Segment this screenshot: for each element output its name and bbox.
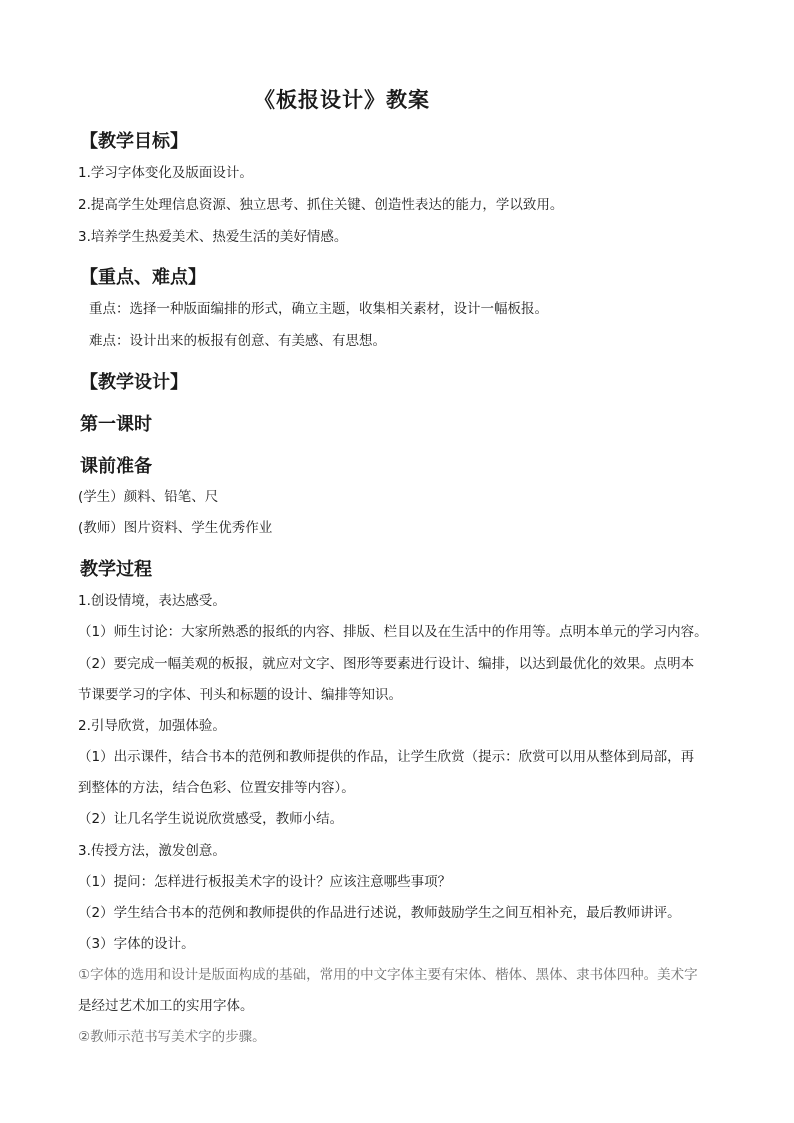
objective-item-2: 2.提高学生处理信息资源、独立思考、抓住关键、创造性表达的能力，学以致用。 (78, 197, 564, 213)
document-title: 《板报设计》教案 (254, 88, 430, 112)
process-heading: 教学过程 (80, 559, 152, 580)
section-heading-keypoints: 【重点、难点】 (80, 267, 206, 288)
step-1-item-2-line-1: （2）要完成一幅美观的板报，就应对文字、图形等要素进行设计、编排，以达到最优化的效果。点明本 (78, 656, 695, 672)
step-2-item-1-line-2: 到整体的方法，结合色彩、位置安排等内容）。 (78, 780, 355, 796)
objective-item-3: 3.培养学生热爱美术、热爱生活的美好情感。 (78, 229, 348, 245)
step-3-item-3: （3）字体的设计。 (78, 936, 195, 952)
prep-heading: 课前准备 (80, 456, 152, 477)
objective-item-1: 1.学习字体变化及版面设计。 (78, 165, 253, 181)
section-heading-objectives: 【教学目标】 (80, 131, 188, 152)
step-1-item-2-line-2: 节课要学习的字体、刊头和标题的设计、编排等知识。 (78, 687, 402, 703)
note-1-line-1: ①字体的选用和设计是版面构成的基础，常用的中文字体主要有宋体、楷体、黑体、隶书体四种。美术字 (78, 967, 698, 983)
step-2-item-1-line-1: （1）出示课件，结合书本的范例和教师提供的作品，让学生欣赏（提示：欣赏可以用从整体到局部，再 (78, 749, 695, 765)
step-1-heading: 1.创设情境，表达感受。 (78, 593, 226, 609)
prep-student: (学生）颜料、铅笔、尺 (78, 489, 219, 505)
note-1-line-2: 是经过艺术加工的实用字体。 (78, 998, 254, 1014)
step-3-heading: 3.传授方法，激发创意。 (78, 843, 226, 859)
prep-teacher: (教师）图片资料、学生优秀作业 (78, 520, 273, 536)
section-heading-design: 【教学设计】 (80, 372, 188, 393)
step-3-item-2: （2）学生结合书本的范例和教师提供的作品进行述说，教师鼓励学生之间互相补充，最后教师讲评。 (78, 905, 681, 921)
note-2: ②教师示范书写美术字的步骤。 (78, 1029, 266, 1045)
key-point-text: 重点：选择一种版面编排的形式，确立主题，收集相关素材，设计一幅板报。 (89, 301, 548, 317)
step-3-item-1: （1）提问：怎样进行板报美术字的设计？应该注意哪些事项？ (78, 874, 452, 890)
lesson-period-heading: 第一课时 (80, 414, 152, 435)
step-1-item-1: （1）师生讨论：大家所熟悉的报纸的内容、排版、栏目以及在生活中的作用等。点明本单元的学习内容。 (78, 624, 708, 640)
step-2-heading: 2.引导欣赏，加强体验。 (78, 718, 226, 734)
step-2-item-2: （2）让几名学生说说欣赏感受，教师小结。 (78, 811, 344, 827)
difficult-point-text: 难点：设计出来的板报有创意、有美感、有思想。 (89, 333, 386, 349)
